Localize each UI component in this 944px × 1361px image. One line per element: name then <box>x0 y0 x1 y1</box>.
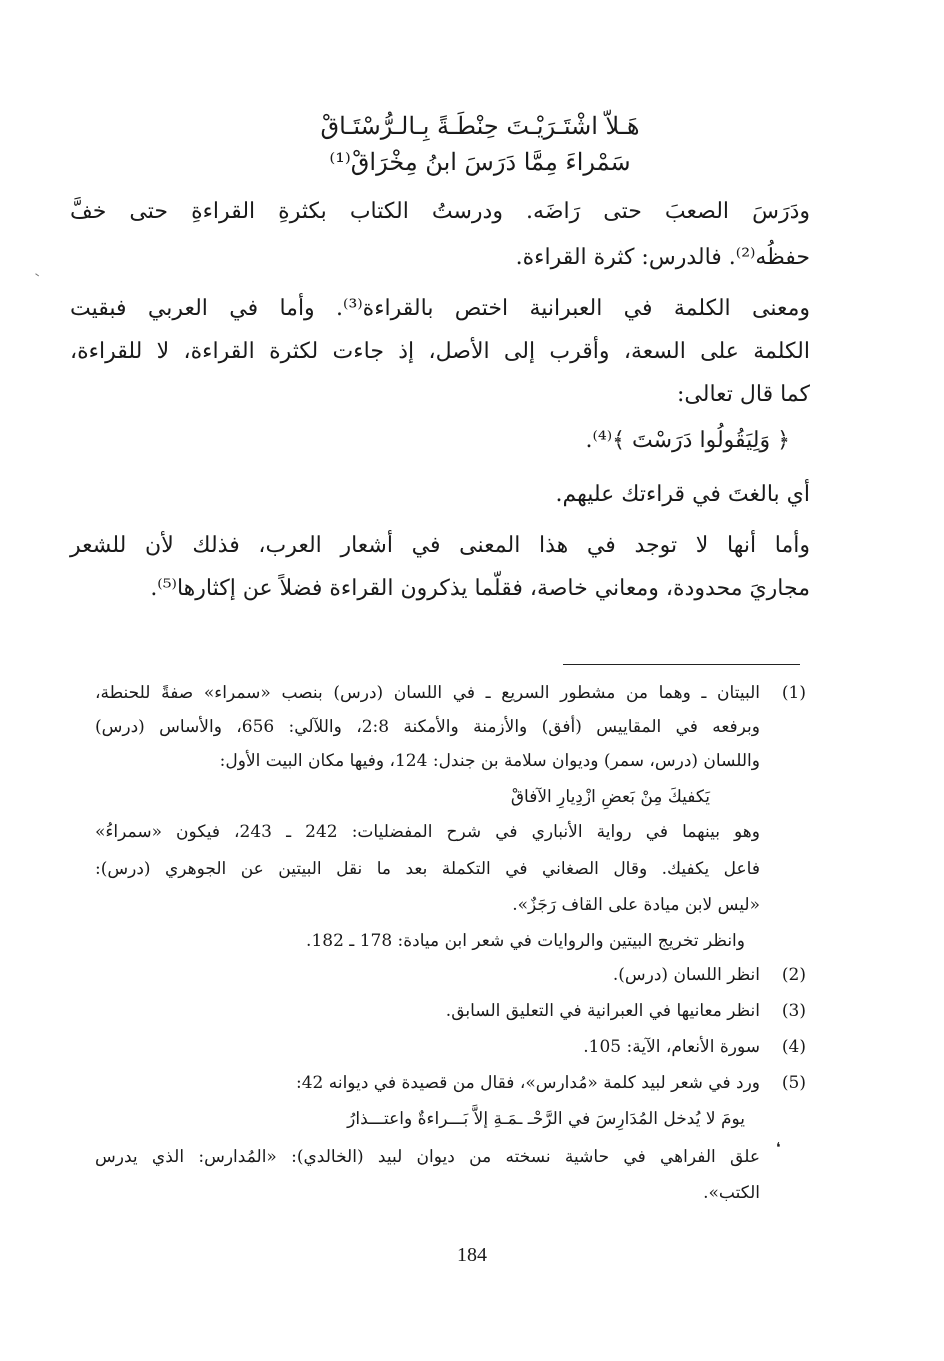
footnote-1-line-3: واللسان (درس، سمر) وديوان سلامة بن جندل: 124، وفيها مكان البيت الأول: <box>219 751 760 771</box>
footnote-3-text: انظر معانيها في العبرانية في التعليق السابق. <box>445 1001 760 1021</box>
footnote-1-line-2: وبرفعه في المقاييس (أفق) والأزمنة والأمكنة 2:8، واللآلي: 656، والأساس (درس) <box>95 717 760 737</box>
footnote-separator <box>563 664 800 665</box>
footnote-4-number: (4) <box>781 1037 806 1057</box>
page-number: 184 <box>457 1244 487 1266</box>
footnote-5-line-1: ورد في شعر لبيد كلمة «مُدارس»، فقال من قصيدة في ديوانه 42: <box>295 1073 760 1093</box>
footnote-5-number: (5) <box>781 1073 806 1093</box>
footnote-5-line-4: الكتب». <box>703 1183 760 1203</box>
verse-line-1: هَـلاّ اشْتَـرَيْـتَ حِنْطَـةً بِـالـرُّسْتَـاقْ <box>320 112 640 140</box>
para-5-line-1: وأما أنها لا توجد في هذا المعنى في أشعار العرب، فذلك لأن للشعر <box>70 533 810 558</box>
para-2-line-2: الكلمة على السعة، وأقرب إلى الأصل، إذ جاءت لكثرة القراءة، لا للقراءة، <box>70 339 810 364</box>
footnote-5-verse: يومَ لا يُدخل المُدَارِسَ في الرَّحْـ ـمَـةِ إلاَّ بَـــراءةٌ واعتـــذارُ <box>347 1109 745 1129</box>
verse-line-2: سَمْراءَ مِمَّا دَرَسَ ابنُ مِخْرَاقْ⁽¹⁾ <box>329 148 631 176</box>
footnote-1-line-6: فاعل يكفيك. وقال الصغاني في التكملة بعد ما نقل البيتين عن الجوهري (درس): <box>95 859 760 879</box>
para-5-line-2: مجاريَ محدودة، ومعاني خاصة، فقلّما يذكرون القراءة فضلاً عن إكثارها⁽⁵⁾. <box>150 576 810 601</box>
footnote-1-line-7: «ليس لابن ميادة على القاف رَجَزٌ». <box>512 895 760 915</box>
footnote-5-line-3: علق الفراهي في حاشية نسخته من ديوان لبيد (الخالدي): «المُدارس: الذي يدرس <box>95 1147 760 1167</box>
footnote-1-line-5: وهو بينهما في رواية الأنباري في شرح المفضليات: 242 ـ 243، فيكون «سمراءُ» <box>95 822 760 842</box>
footnote-1-line-8: وانظر تخريج البيتين والروايات في شعر ابن ميادة: 178 ـ 182. <box>306 931 745 951</box>
footnote-1-number: (1) <box>781 683 806 703</box>
para-2-line-3: كما قال تعالى: <box>677 382 810 407</box>
para-2-line-1: ومعنى الكلمة في العبرانية اختص بالقراءة⁽³⁾. وأما في العربي فبقيت <box>70 296 810 321</box>
ink-mark-icon: ❛ <box>776 1140 781 1156</box>
footnote-1-verse: يَكفيكَ مِنْ بَعضِ ازْدِيارِ الآفاقْ <box>510 787 710 807</box>
para-1-line-1: ودَرَسَ الصعبَ حتى رَاضَه. ودرستُ الكتاب بكثرةِ القراءةِ حتى خفَّ <box>70 199 810 224</box>
footnote-3-number: (3) <box>781 1001 806 1021</box>
para-1-line-2: حفظُه⁽²⁾. فالدرس: كثرة القراءة. <box>515 245 810 270</box>
footnote-2-text: انظر اللسان (درس). <box>612 965 760 985</box>
footnote-4-text: سورة الأنعام، الآية: 105. <box>583 1037 760 1057</box>
scan-speck <box>33 273 39 279</box>
footnote-1-line-1: البيتان ـ وهما من مشطور السريع ـ في اللسان (درس) بنصب «سمراء» صفةً للحنطة، <box>95 683 760 703</box>
para-4-line-1: أي بالغتَ في قراءتك عليهم. <box>555 482 810 507</box>
quran-quote: ﴿ وَلِيَقُولُوا دَرَسْتَ ﴾⁽⁴⁾. <box>585 428 790 453</box>
footnote-2-number: (2) <box>781 965 806 985</box>
